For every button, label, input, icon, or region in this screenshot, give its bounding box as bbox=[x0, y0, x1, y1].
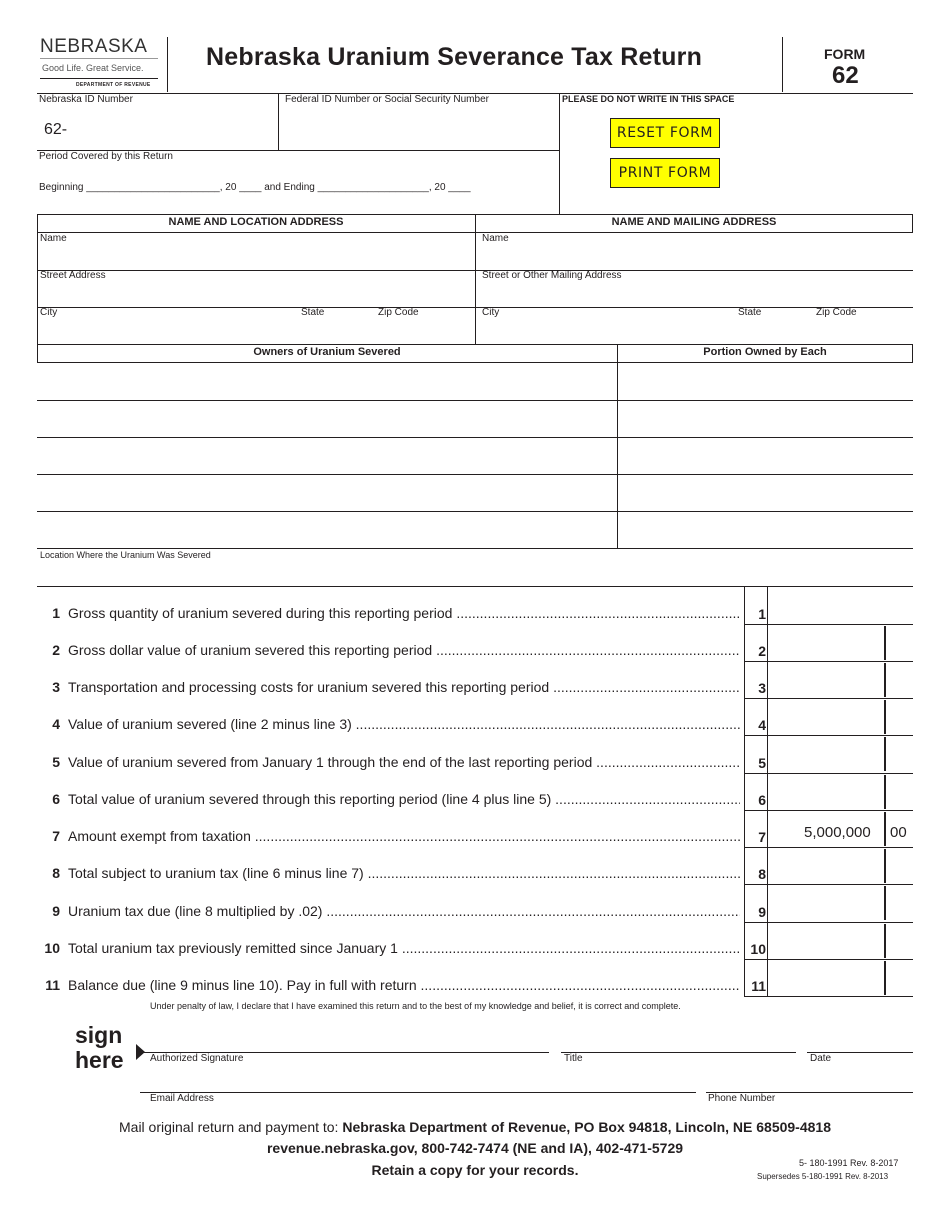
contact-info: revenue.nebraska.gov, 800-742-7474 (NE and IA), 402-471-5729 bbox=[266, 1140, 684, 1156]
period-line[interactable]: Beginning ________________________, 20 ____ and Ending ____________________, 20 ____ bbox=[39, 182, 471, 193]
line-item: 7 Amount exempt from taxation ..... bbox=[40, 828, 740, 848]
logo-tagline: Good Life. Great Service. bbox=[42, 63, 144, 73]
line-item: 3 Transportation and processing costs for uranium severed this reporting period ..... bbox=[40, 679, 740, 699]
line-11-input[interactable] bbox=[769, 961, 882, 995]
line-item: 1 Gross quantity of uranium severed during this reporting period ..... bbox=[40, 605, 740, 625]
mailing-state-label: State bbox=[738, 307, 762, 318]
mailing-address-heading: NAME AND MAILING ADDRESS bbox=[611, 216, 777, 228]
period-label: Period Covered by this Return bbox=[39, 151, 173, 162]
line-6-input[interactable] bbox=[769, 775, 882, 809]
authorized-signature-label: Authorized Signature bbox=[150, 1053, 244, 1064]
line-box-number: 10 bbox=[750, 941, 766, 957]
line-2-input[interactable] bbox=[769, 626, 882, 660]
line-10-input[interactable] bbox=[769, 924, 882, 958]
declaration: Under penalty of law, I declare that I have examined this return and to the best of my knowledge and belief, it is correct and complete. bbox=[150, 1001, 681, 1011]
line-item: 5 Value of uranium severed from January 1 through the end of the last reporting period ..... bbox=[40, 754, 740, 774]
location-severed-label: Location Where the Uranium Was Severed bbox=[40, 550, 211, 560]
title-label: Title bbox=[564, 1053, 583, 1064]
date-label: Date bbox=[810, 1053, 832, 1064]
date-field[interactable] bbox=[808, 1030, 912, 1051]
location-city-label: City bbox=[40, 307, 58, 318]
mailing-zip-label: Zip Code bbox=[816, 307, 857, 318]
line-7-cents: 00 bbox=[890, 824, 907, 841]
federal-id-label: Federal ID Number or Social Security Number bbox=[285, 94, 489, 105]
reset-form-button[interactable]: RESET FORM bbox=[610, 118, 720, 148]
line-box-number: 7 bbox=[758, 829, 766, 845]
phone-label: Phone Number bbox=[708, 1093, 776, 1104]
line-item: 11 Balance due (line 9 minus line 10). Pay in full with return ..... bbox=[40, 977, 740, 997]
portion-heading: Portion Owned by Each bbox=[703, 346, 827, 358]
line-box-number: 1 bbox=[758, 606, 766, 622]
line-box-number: 9 bbox=[758, 904, 766, 920]
here-label: here bbox=[75, 1047, 124, 1073]
location-zip-label: Zip Code bbox=[378, 307, 419, 318]
line-box-number: 6 bbox=[758, 792, 766, 808]
line-item: 2 Gross dollar value of uranium severed this reporting period ..... bbox=[40, 642, 740, 662]
do-not-write-label: PLEASE DO NOT WRITE IN THIS SPACE bbox=[562, 94, 735, 104]
location-street-label: Street Address bbox=[40, 270, 106, 281]
line-3-input[interactable] bbox=[769, 663, 882, 697]
location-name-label: Name bbox=[40, 233, 67, 244]
location-address-heading: NAME AND LOCATION ADDRESS bbox=[168, 216, 344, 228]
line-box-number: 4 bbox=[758, 717, 766, 733]
line-box-number: 5 bbox=[758, 755, 766, 771]
line-item: 10 Total uranium tax previously remitted since January 1 ..... bbox=[40, 940, 740, 960]
line-4-input[interactable] bbox=[769, 700, 882, 734]
logo-dept: DEPARTMENT OF REVENUE bbox=[76, 82, 151, 88]
page-title: Nebraska Uranium Severance Tax Return bbox=[206, 43, 703, 71]
retain-notice: Retain a copy for your records. bbox=[371, 1162, 579, 1178]
email-label: Email Address bbox=[150, 1093, 214, 1104]
form-label: FORM bbox=[824, 46, 866, 62]
line-item: 4 Value of uranium severed (line 2 minus line 3) ..... bbox=[40, 716, 740, 736]
form-number: 62 bbox=[832, 62, 859, 89]
line-9-input[interactable] bbox=[769, 886, 882, 920]
line-box-number: 3 bbox=[758, 680, 766, 696]
line-box-number: 2 bbox=[758, 643, 766, 659]
line-item: 8 Total subject to uranium tax (line 6 minus line 7) ..... bbox=[40, 865, 740, 885]
line-box-number: 8 bbox=[758, 866, 766, 882]
line-5-input[interactable] bbox=[769, 737, 882, 771]
mail-address: Nebraska Department of Revenue, PO Box 94818, Lincoln, NE 68509-4818 bbox=[342, 1119, 831, 1135]
print-form-button[interactable]: PRINT FORM bbox=[610, 158, 720, 188]
line-8-input[interactable] bbox=[769, 849, 882, 883]
logo-name: NEBRASKA bbox=[40, 36, 148, 57]
email-field[interactable] bbox=[148, 1070, 694, 1091]
sign-label: sign bbox=[75, 1022, 123, 1048]
mailing-street-label: Street or Other Mailing Address bbox=[482, 270, 622, 281]
mail-instructions bbox=[37, 1119, 913, 1135]
owners-heading: Owners of Uranium Severed bbox=[253, 346, 401, 358]
ne-id-label: Nebraska ID Number bbox=[39, 94, 133, 105]
mail-prefix: Mail original return and payment to: bbox=[119, 1119, 343, 1135]
line-item: 9 Uranium tax due (line 8 multiplied by .02) ..... bbox=[40, 903, 740, 923]
logo bbox=[40, 36, 162, 91]
ne-id-field[interactable]: 62- bbox=[44, 121, 68, 138]
line-1-input[interactable] bbox=[769, 588, 912, 623]
line-item: 6 Total value of uranium severed through this reporting period (line 4 plus line 5) ..... bbox=[40, 791, 740, 811]
location-state-label: State bbox=[301, 307, 325, 318]
mailing-city-label: City bbox=[482, 307, 500, 318]
revision-label: 5- 180-1991 Rev. 8-2017 bbox=[799, 1158, 899, 1168]
line-7-dollars: 5,000,000 bbox=[804, 824, 871, 841]
phone-field[interactable] bbox=[707, 1070, 912, 1091]
supersedes-label: Supersedes 5-180-1991 Rev. 8-2013 bbox=[757, 1172, 889, 1181]
mailing-name-label: Name bbox=[482, 233, 509, 244]
line-box-number: 11 bbox=[751, 978, 766, 994]
authorized-signature-field[interactable] bbox=[148, 1030, 548, 1051]
title-field[interactable] bbox=[562, 1030, 795, 1051]
federal-id-field[interactable] bbox=[282, 110, 556, 148]
